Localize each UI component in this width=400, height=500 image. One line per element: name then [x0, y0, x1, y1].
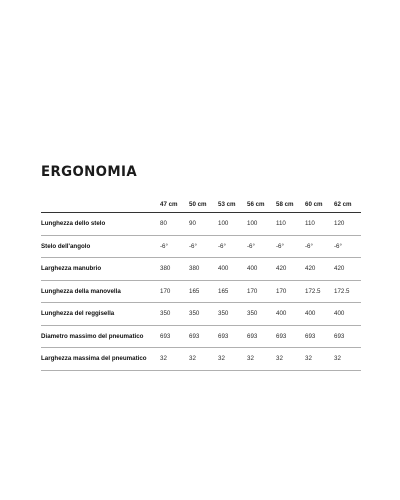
column-header: 47 cm [160, 196, 189, 213]
ergonomics-table [41, 196, 361, 371]
table-cell: 170 [247, 280, 276, 303]
table-cell: 110 [276, 213, 305, 236]
table-cell: 110 [305, 213, 334, 236]
table-cell: -6° [218, 235, 247, 258]
table-cell: 165 [218, 280, 247, 303]
row-label: Lunghezza dello stelo [41, 213, 160, 236]
table-cell: 693 [276, 325, 305, 348]
row-label: Larghezza massima del pneumatico [41, 348, 160, 371]
table-cell: 100 [247, 213, 276, 236]
table-row [41, 258, 361, 281]
table-cell: -6° [189, 235, 218, 258]
table-cell: 693 [189, 325, 218, 348]
table-cell: -6° [334, 235, 361, 258]
table-cell: 380 [189, 258, 218, 281]
table-row [41, 303, 361, 326]
table-row [41, 280, 361, 303]
table-cell: 400 [334, 303, 361, 326]
table-cell: 32 [189, 348, 218, 371]
table-cell: 32 [218, 348, 247, 371]
table-row [41, 348, 361, 371]
table-cell: 80 [160, 213, 189, 236]
table-cell: 350 [247, 303, 276, 326]
table-cell: 165 [189, 280, 218, 303]
table-cell: 350 [160, 303, 189, 326]
table-cell: -6° [276, 235, 305, 258]
table-row [41, 213, 361, 236]
table-cell: 32 [160, 348, 189, 371]
row-label: Lunghezza della manovella [41, 280, 160, 303]
table-cell: 693 [305, 325, 334, 348]
table-cell: 350 [189, 303, 218, 326]
table-cell: -6° [305, 235, 334, 258]
table-row [41, 235, 361, 258]
table-cell: 120 [334, 213, 361, 236]
table-cell: 693 [334, 325, 361, 348]
table-cell: 693 [247, 325, 276, 348]
column-header: 53 cm [218, 196, 247, 213]
row-label: Diametro massimo del pneumatico [41, 325, 160, 348]
table-cell: -6° [247, 235, 276, 258]
table-cell: 420 [276, 258, 305, 281]
table-cell: 420 [334, 258, 361, 281]
table-cell: 400 [276, 303, 305, 326]
column-header: 58 cm [276, 196, 305, 213]
table-cell: 380 [160, 258, 189, 281]
table-cell: 172.5 [334, 280, 361, 303]
table-cell: 400 [218, 258, 247, 281]
table-cell: 32 [247, 348, 276, 371]
column-header: 62 cm [334, 196, 361, 213]
table-row [41, 325, 361, 348]
column-header: 56 cm [247, 196, 276, 213]
table-cell: 693 [218, 325, 247, 348]
table-cell: 32 [334, 348, 361, 371]
table-cell: 100 [218, 213, 247, 236]
table-cell: 693 [160, 325, 189, 348]
column-header: 60 cm [305, 196, 334, 213]
row-label: Larghezza manubrio [41, 258, 160, 281]
table-cell: 32 [276, 348, 305, 371]
header-row [41, 196, 361, 213]
table-cell: 170 [160, 280, 189, 303]
column-header: 50 cm [189, 196, 218, 213]
table-cell: 172.5 [305, 280, 334, 303]
table-cell: 170 [276, 280, 305, 303]
table-cell: 350 [218, 303, 247, 326]
table-cell: 90 [189, 213, 218, 236]
row-label: Lunghezza del reggisella [41, 303, 160, 326]
table-cell: 400 [305, 303, 334, 326]
header-label-cell [41, 196, 160, 213]
section-title: ERGONOMIA [41, 164, 138, 180]
table-cell: -6° [160, 235, 189, 258]
table-cell: 32 [305, 348, 334, 371]
table-cell: 420 [305, 258, 334, 281]
table-cell: 400 [247, 258, 276, 281]
row-label: Stelo dell'angolo [41, 235, 160, 258]
